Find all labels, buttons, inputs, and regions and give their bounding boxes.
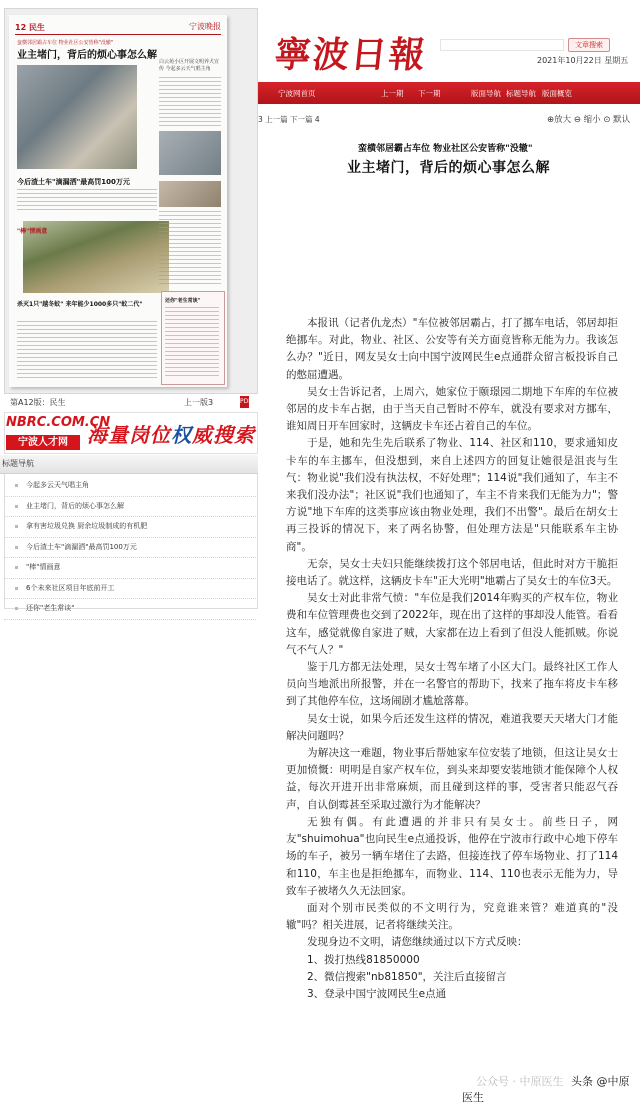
ad-slogan-a: 海量岗位 (87, 423, 171, 447)
thumb-side-text: 白云苑小区开展文明养犬宣传 今起多云天气唱主角 (159, 59, 220, 72)
paragraph: 面对个别市民类似的不文明行为，究竟谁来管？难道真的"没辙"吗？相关进展，记者将继续关注。 (286, 901, 618, 932)
ad-banner[interactable] (4, 412, 258, 454)
toc-item-label: "棒"情画意 (26, 563, 61, 571)
thumb-page-label: 12 民生 (15, 23, 45, 32)
bullet-icon (15, 484, 18, 487)
paragraph: 无奈，吴女士夫妇只能继续拨打这个邻居电话，但此时对方干脆拒接电话了。就这样，这辆皮卡车"正大光明"地霸占了吴女士的车位3天。 (286, 557, 618, 588)
thumb-box-title: 还你"老生常谈" (165, 298, 201, 304)
thumb-photo-3 (159, 181, 221, 207)
thumb-rule (15, 34, 221, 35)
paragraph: 为解决这一难题，物业事后帮她家车位安装了地锁，但这让吴女士更加愤慨：明明是自家产权车位，到头来却要安装地锁才能保障个人权益，每次开进开出非常麻烦，而且碰到这样的事，受害者只能忍气吞声，自认倒霉甚至采取过激行为才能解决？ (286, 747, 618, 811)
paragraph: 鉴于几方都无法处理，吴女士驾车堵了小区大门。最终社区工作人员向当地派出所报警，并在一名警官的帮助下，找来了拖车将皮卡车移到了其他停车位，这场闹剧才尴尬落幕。 (286, 661, 618, 708)
nav-overview[interactable]: 版面概览 (542, 89, 572, 98)
nav-next-issue[interactable]: 下一期 (418, 89, 441, 98)
list-item: 1、拨打热线81850000 (307, 953, 420, 966)
article-nav[interactable]: 3 上一篇 下一篇 4 (258, 115, 320, 124)
toc-item[interactable] (4, 476, 256, 497)
paragraph: 于是，她和先生先后联系了物业、114、社区和110，要求通知皮卡车的车主挪车，但没想到，来自上述四方的回复让她很是沮丧与生气：物业说"我们没有执法权，不好处理"；114说"我们通知了，车主不来我们没办法"；社区说"我们也通知了，车主不肯来我们无能为力"；警方说"地下车库的这类事应该由物业处理，我们不出警"。最后在胡女士再三投诉的情况下，来了两名协警，但处理方法是"只能联系车主协商"。 (286, 437, 618, 553)
ad-slogan (87, 419, 255, 448)
pdf-icon[interactable]: PDF (240, 396, 249, 408)
toc-item-label: 今后渣土车"滴漏洒"最高罚100万元 (26, 542, 137, 551)
ad-slogan-b: 权 (171, 423, 192, 447)
paragraph: 吴女士对此非常气愤："车位是我们2014年购买的产权车位，物业费和车位管理费也交到了2022年，现在出了这样的事却没人能管。看看这车，感觉就像自家进了贼，大家都在边上看到了但没人能抓贼。你说气不气人？" (286, 592, 618, 656)
watermark-left: 公众号 · 中原医生 (476, 1075, 564, 1088)
thumb-text-block (17, 189, 157, 213)
ad-brand-cn: 宁波人才网 (6, 435, 80, 450)
newspaper-page-image[interactable] (9, 15, 227, 387)
ad-brand: NBRC.COM.CN (6, 415, 111, 430)
thumb-headline-4: 杀灭1只"越冬蚊" 来年能少1000多只"蚊二代" (17, 301, 143, 308)
toc-item[interactable] (4, 579, 256, 600)
thumb-photo-car (17, 65, 137, 169)
toc-item-label: 拿有害垃圾兑换 厨余垃圾制成的有机肥 (26, 522, 148, 530)
nav-titles[interactable]: 标题导航 (506, 89, 536, 98)
ad-slogan-c: 威搜索 (192, 423, 255, 447)
article-body (286, 315, 618, 1003)
current-page-label: 第A12版：民生 (10, 398, 66, 407)
thumb-headline-2: 今后渣土车"滴漏洒"最高罚100万元 (17, 178, 130, 186)
nav-bar (258, 82, 640, 104)
thumb-text-block (159, 77, 221, 127)
bullet-icon (15, 566, 18, 569)
paragraph: 本报讯（记者仇龙杰）"车位被邻居霸占，打了挪车电话，邻居却拒绝挪车。对此，物业、社区、公安等有关方面竟皆称无能为力。我该怎么办？"近日，网友吴女士向中国宁波网民生e点通群众留言板投诉自己的憋屈遭遇。 (286, 317, 618, 381)
nav-home-link[interactable]: 宁波网首页 (278, 89, 316, 98)
list-item: 3、登录中国宁波网民生e点通 (307, 987, 447, 1000)
toc-item-label: 还你"老生常谈" (26, 604, 75, 612)
paragraph: 无独有偶。有此遭遇的并非只有吴女士。前些日子，网友"shuimohua"也向民生e点通投诉，他停在宁波市行政中心地下停车场的车子，被另一辆车堵住了去路，但接连找了停车场物业、打了114和110，车主也是拒绝挪车，而物业、114、110也表示无能为力，导致车子被堵久久无法回家。 (286, 815, 618, 897)
toc-item-label: 今起多云天气唱主角 (26, 481, 89, 489)
toc-item-label: 6个未来社区项目年底前开工 (26, 583, 115, 592)
toc-header: 标题导航 (0, 455, 258, 474)
bullet-icon (15, 587, 18, 590)
toc-item-label: 业主堵门，背后的烦心事怎么解 (26, 501, 124, 510)
toc-item[interactable] (4, 538, 256, 559)
site-logo[interactable]: 寧波日報 (272, 34, 429, 76)
page-thumbnail[interactable] (4, 8, 258, 394)
thumb-text-block (159, 211, 221, 285)
watermark-right: 头条 @中原医生 (462, 1075, 630, 1104)
thumb-main-headline: 业主堵门，背后的烦心事怎么解 (17, 50, 157, 61)
bullet-icon (15, 546, 18, 549)
toc-item[interactable] (4, 517, 256, 538)
thumb-text-block (17, 321, 157, 381)
issue-date: 2021年10月22日 星期五 (537, 56, 629, 65)
page-nav (4, 396, 256, 410)
nav-prev-issue[interactable]: 上一期 (381, 89, 404, 98)
bullet-icon (15, 505, 18, 508)
thumb-photo-2 (159, 131, 221, 175)
toc-list (4, 476, 256, 620)
thumb-masthead: 宁波晚报 (189, 22, 221, 31)
prev-page-link[interactable]: 上一版3 (184, 398, 214, 407)
thumb-headline-3: "棒"情画意 (17, 228, 48, 235)
article-headline: 业主堵门，背后的烦心事怎么解 (347, 160, 550, 176)
toc-item[interactable] (4, 558, 256, 579)
paragraph: 吴女士说，如果今后还发生这样的情况，难道我要天天堵大门才能解决问题吗？ (286, 712, 618, 742)
paragraph: 吴女士告诉记者，上周六，她家位于颐璟园二期地下车库的车位被邻居的皮卡车占据，由于当天自己暂时不停车，就没有要求对方挪车，谁知周日开车回家时，这辆皮卡车还占着自己的车位。 (286, 385, 618, 433)
bullet-icon (15, 525, 18, 528)
left-panel (0, 0, 258, 1110)
bullet-icon (15, 607, 18, 610)
search-input[interactable] (440, 39, 564, 51)
thumb-kicker: 蛮横邻居霸占车位 物业社区公安皆称"没辙" (17, 40, 114, 46)
toc-item[interactable] (4, 599, 256, 620)
list-item: 2、微信搜索"nb81850"，关注后直接留言 (307, 970, 507, 983)
nav-layout[interactable]: 版面导航 (471, 89, 501, 98)
article-kicker: 蛮横邻居霸占车位 物业社区公安皆称"没辙" (358, 144, 533, 154)
thumb-text-block (165, 307, 219, 377)
search-button[interactable]: 文章搜索 (568, 38, 610, 52)
watermark (462, 1073, 640, 1105)
zoom-tools[interactable]: ⊕放大 ⊖ 缩小 ⊙ 默认 (547, 115, 631, 125)
toc-item[interactable] (4, 497, 256, 518)
paragraph: 发现身边不文明，请您继续通过以下方式反映： (307, 936, 528, 949)
